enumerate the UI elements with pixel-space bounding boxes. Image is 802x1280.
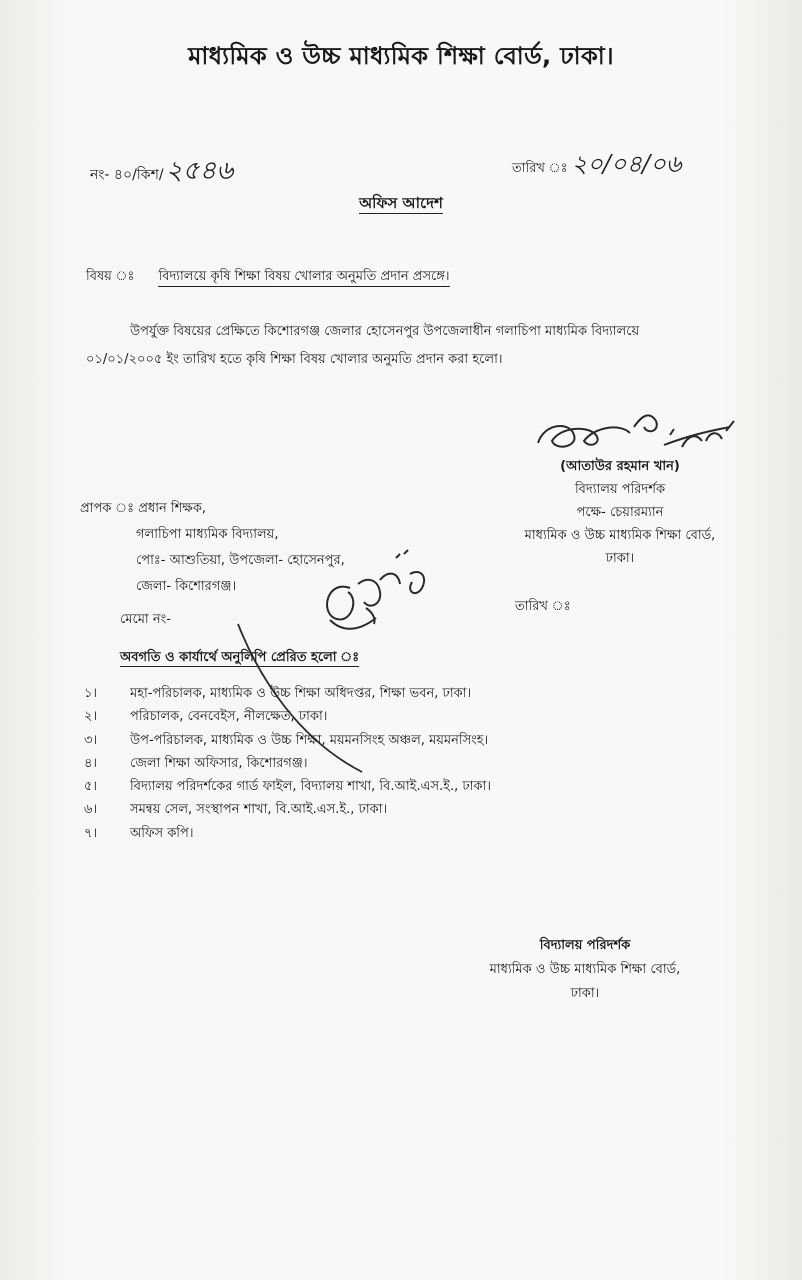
list-item-number: ৫। bbox=[84, 779, 98, 795]
signatory-designation: বিদ্যালয় পরিদর্শক bbox=[574, 482, 666, 497]
copies-list bbox=[84, 682, 491, 845]
signatory-office: মাধ্যমিক ও উচ্চ মাধ্যমিক শিক্ষা বোর্ড, bbox=[524, 528, 716, 543]
list-item-text: অফিস কপি। bbox=[130, 825, 194, 841]
body-line-2: ০১/০১/২০০৫ ইং তারিখ হতে কৃষি শিক্ষা বিষয় খোলার অনুমতি প্রদান করা হলো। bbox=[86, 352, 503, 367]
list-item-number: ৪। bbox=[84, 755, 98, 771]
copies-heading bbox=[120, 648, 359, 669]
memo-date: তারিখ ঃ bbox=[515, 599, 571, 614]
recipient-line-4: জেলা- কিশোরগঞ্জ। bbox=[136, 579, 237, 594]
signatory-on-behalf: পক্ষে- চেয়ারম্যান bbox=[576, 505, 664, 520]
date-handwritten-value: ২০/০৪/০৬ bbox=[571, 150, 682, 178]
subject-line bbox=[86, 267, 450, 288]
footer-city: ঢাকা। bbox=[570, 986, 600, 1001]
list-item-text: মহা-পরিচালক, মাধ্যমিক ও উচ্চ শিক্ষা অধিদপ্তর, শিক্ষা ভবন, ঢাকা। bbox=[130, 686, 472, 701]
reference-number bbox=[90, 150, 233, 194]
list-item-number: ৩। bbox=[84, 732, 98, 748]
list-item bbox=[84, 775, 491, 798]
body-line-1: উপর্যুক্ত বিষয়ের প্রেক্ষিতে কিশোরগঞ্জ জেলার হোসেনপুর উপজেলাধীন গলাচিপা মাধ্যমিক বিদ্যালয়ে bbox=[130, 324, 640, 339]
order-heading-text: অফিস আদেশ bbox=[359, 194, 443, 212]
signatory-block bbox=[500, 455, 740, 570]
signatory-city: ঢাকা। bbox=[605, 551, 635, 566]
order-heading bbox=[0, 192, 802, 217]
list-item bbox=[84, 705, 491, 728]
list-item-number: ৭। bbox=[84, 825, 98, 841]
signatory-name: (আতাউর রহমান খান) bbox=[560, 459, 680, 474]
memo-number: মেমো নং- bbox=[120, 612, 171, 627]
reference-label: নং- ৪০/কিশ/ bbox=[90, 167, 164, 183]
list-item bbox=[84, 798, 491, 821]
reference-handwritten-number: ২৫৪৬ bbox=[165, 156, 234, 186]
subject-label: বিষয় ঃ bbox=[86, 269, 135, 284]
list-item-number: ২। bbox=[84, 709, 98, 725]
footer-signatory bbox=[470, 934, 700, 1006]
list-item-number: ১। bbox=[84, 686, 98, 701]
copies-heading-text: অবগতি ও কার্যার্থে অনুলিপি প্রেরিত হলো ঃ bbox=[120, 650, 360, 665]
footer-designation: বিদ্যালয় পরিদর্শক bbox=[539, 938, 631, 953]
list-item-number: ৬। bbox=[84, 802, 98, 818]
board-title: মাধ্যমিক ও উচ্চ মাধ্যমিক শিক্ষা বোর্ড, ঢাকা। bbox=[188, 42, 614, 70]
date-label: তারিখ ঃ bbox=[512, 161, 568, 176]
recipient-line-1: প্রাপক ঃ প্রধান শিক্ষক, bbox=[80, 501, 207, 516]
footer-office: মাধ্যমিক ও উচ্চ মাধ্যমিক শিক্ষা বোর্ড, bbox=[489, 962, 681, 977]
list-item-text: পরিচালক, বেনবেইস, নীলক্ষেত, ঢাকা। bbox=[130, 709, 328, 725]
list-item bbox=[84, 752, 491, 775]
list-item-text: বিদ্যালয় পরিদর্শকের গার্ড ফাইল, বিদ্যালয় শাখা, বি.আই.এস.ই., ঢাকা। bbox=[130, 779, 491, 795]
issue-date bbox=[512, 146, 681, 186]
list-item bbox=[84, 822, 491, 845]
list-item-text: উপ-পরিচালক, মাধ্যমিক ও উচ্চ শিক্ষা, ময়মনসিংহ অঞ্চল, ময়মনসিংহ। bbox=[130, 732, 489, 748]
subject-text: বিদ্যালয়ে কৃষি শিক্ষা বিষয় খোলার অনুমতি প্রদান প্রসঙ্গে। bbox=[158, 269, 449, 287]
list-item bbox=[84, 682, 491, 705]
recipient-line-2: গলাচিপা মাধ্যমিক বিদ্যালয়, bbox=[136, 527, 279, 542]
list-item bbox=[84, 729, 491, 752]
recipient-line-3: পোঃ- আশুতিয়া, উপজেলা- হোসেনপুর, bbox=[136, 553, 345, 568]
list-item-text: জেলা শিক্ষা অফিসার, কিশোরগঞ্জ। bbox=[130, 755, 308, 771]
list-item-text: সমন্বয় সেল, সংস্থাপন শাখা, বি.আই.এস.ই., ঢাকা। bbox=[130, 802, 388, 818]
